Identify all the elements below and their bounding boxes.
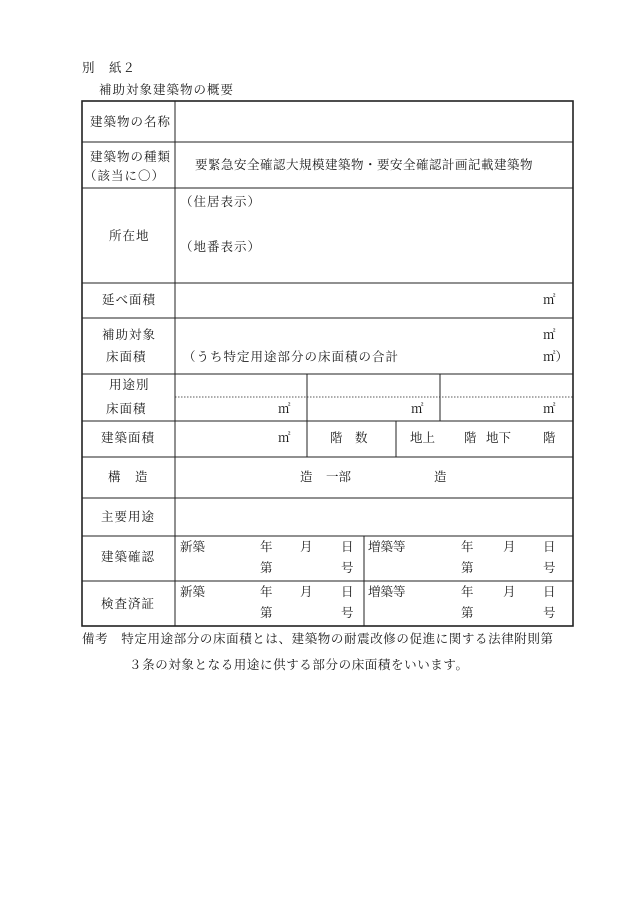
number-suffix: 号 xyxy=(543,560,556,575)
year-unit: 年 xyxy=(461,584,474,599)
day-unit: 日 xyxy=(543,584,556,599)
number-prefix: 第 xyxy=(260,605,273,620)
new-build-label: 新築 xyxy=(180,539,206,554)
new-build-label: 新築 xyxy=(180,584,206,599)
sqm-unit: ㎡ xyxy=(411,401,424,416)
below-ground-label: 地下 xyxy=(486,430,512,445)
main-use-label: 主要用途 xyxy=(101,509,156,524)
floor-unit: 階 xyxy=(543,430,556,445)
building-confirmation-label: 建築確認 xyxy=(101,549,156,564)
building-type-sublabel: （該当に〇） xyxy=(84,168,166,183)
number-suffix: 号 xyxy=(341,605,354,620)
sqm-unit-paren: ㎡） xyxy=(543,349,569,364)
structure-partial-text: 一部 xyxy=(326,469,352,484)
number-prefix: 第 xyxy=(260,560,273,575)
specific-use-note: （うち特定用途部分の床面積の合計 xyxy=(183,349,400,364)
residence-display-label: （住居表示） xyxy=(180,194,262,209)
floor-area-by-use-label: 用途別 xyxy=(109,377,150,392)
inspection-certificate-label: 検査済証 xyxy=(101,596,156,611)
building-name-field[interactable] xyxy=(176,102,572,141)
year-unit: 年 xyxy=(260,584,273,599)
structure-label: 構 造 xyxy=(108,469,149,484)
structure-zo-text: 造 xyxy=(300,469,313,484)
number-suffix: 号 xyxy=(341,560,354,575)
floors-label: 階 数 xyxy=(330,430,368,445)
day-unit: 日 xyxy=(341,539,354,554)
floor-area-by-use-sublabel: 床面積 xyxy=(106,401,147,416)
main-use-field[interactable] xyxy=(176,499,572,535)
sqm-unit: ㎡ xyxy=(543,327,556,342)
month-unit: 月 xyxy=(300,539,313,554)
building-name-label: 建築物の名称 xyxy=(90,114,172,129)
location-label: 所在地 xyxy=(109,228,150,243)
sqm-unit: ㎡ xyxy=(543,292,556,307)
extension-label: 増築等 xyxy=(368,539,406,554)
page-title: 補助対象建築物の概要 xyxy=(99,82,235,97)
remarks-line-2: ３条の対象となる用途に供する部分の床面積をいいます。 xyxy=(129,657,469,672)
annex-label: 別 紙２ xyxy=(82,60,137,75)
month-unit: 月 xyxy=(503,584,516,599)
number-suffix: 号 xyxy=(543,605,556,620)
day-unit: 日 xyxy=(341,584,354,599)
day-unit: 日 xyxy=(543,539,556,554)
number-prefix: 第 xyxy=(461,560,474,575)
building-area-label: 建築面積 xyxy=(101,430,156,445)
subsidy-floor-area-label: 補助対象 xyxy=(102,327,157,342)
year-unit: 年 xyxy=(260,539,273,554)
building-type-options[interactable]: 要緊急安全確認大規模建築物・要安全確認計画記載建築物 xyxy=(195,157,534,172)
sqm-unit: ㎡ xyxy=(543,401,556,416)
month-unit: 月 xyxy=(503,539,516,554)
month-unit: 月 xyxy=(300,584,313,599)
remarks-line-1: 備考 特定用途部分の床面積とは、建築物の耐震改修の促進に関する法律附則第 xyxy=(82,631,554,646)
lot-display-label: （地番表示） xyxy=(180,239,262,254)
building-type-label: 建築物の種類 xyxy=(90,149,172,164)
floor-unit: 階 xyxy=(464,430,477,445)
structure-zo-text: 造 xyxy=(434,469,447,484)
sqm-unit: ㎡ xyxy=(278,401,291,416)
above-ground-label: 地上 xyxy=(410,430,436,445)
sqm-unit: ㎡ xyxy=(278,430,291,445)
number-prefix: 第 xyxy=(461,605,474,620)
total-floor-area-label: 延べ面積 xyxy=(102,292,157,307)
extension-label: 増築等 xyxy=(368,584,406,599)
year-unit: 年 xyxy=(461,539,474,554)
subsidy-floor-area-sublabel: 床面積 xyxy=(106,349,147,364)
